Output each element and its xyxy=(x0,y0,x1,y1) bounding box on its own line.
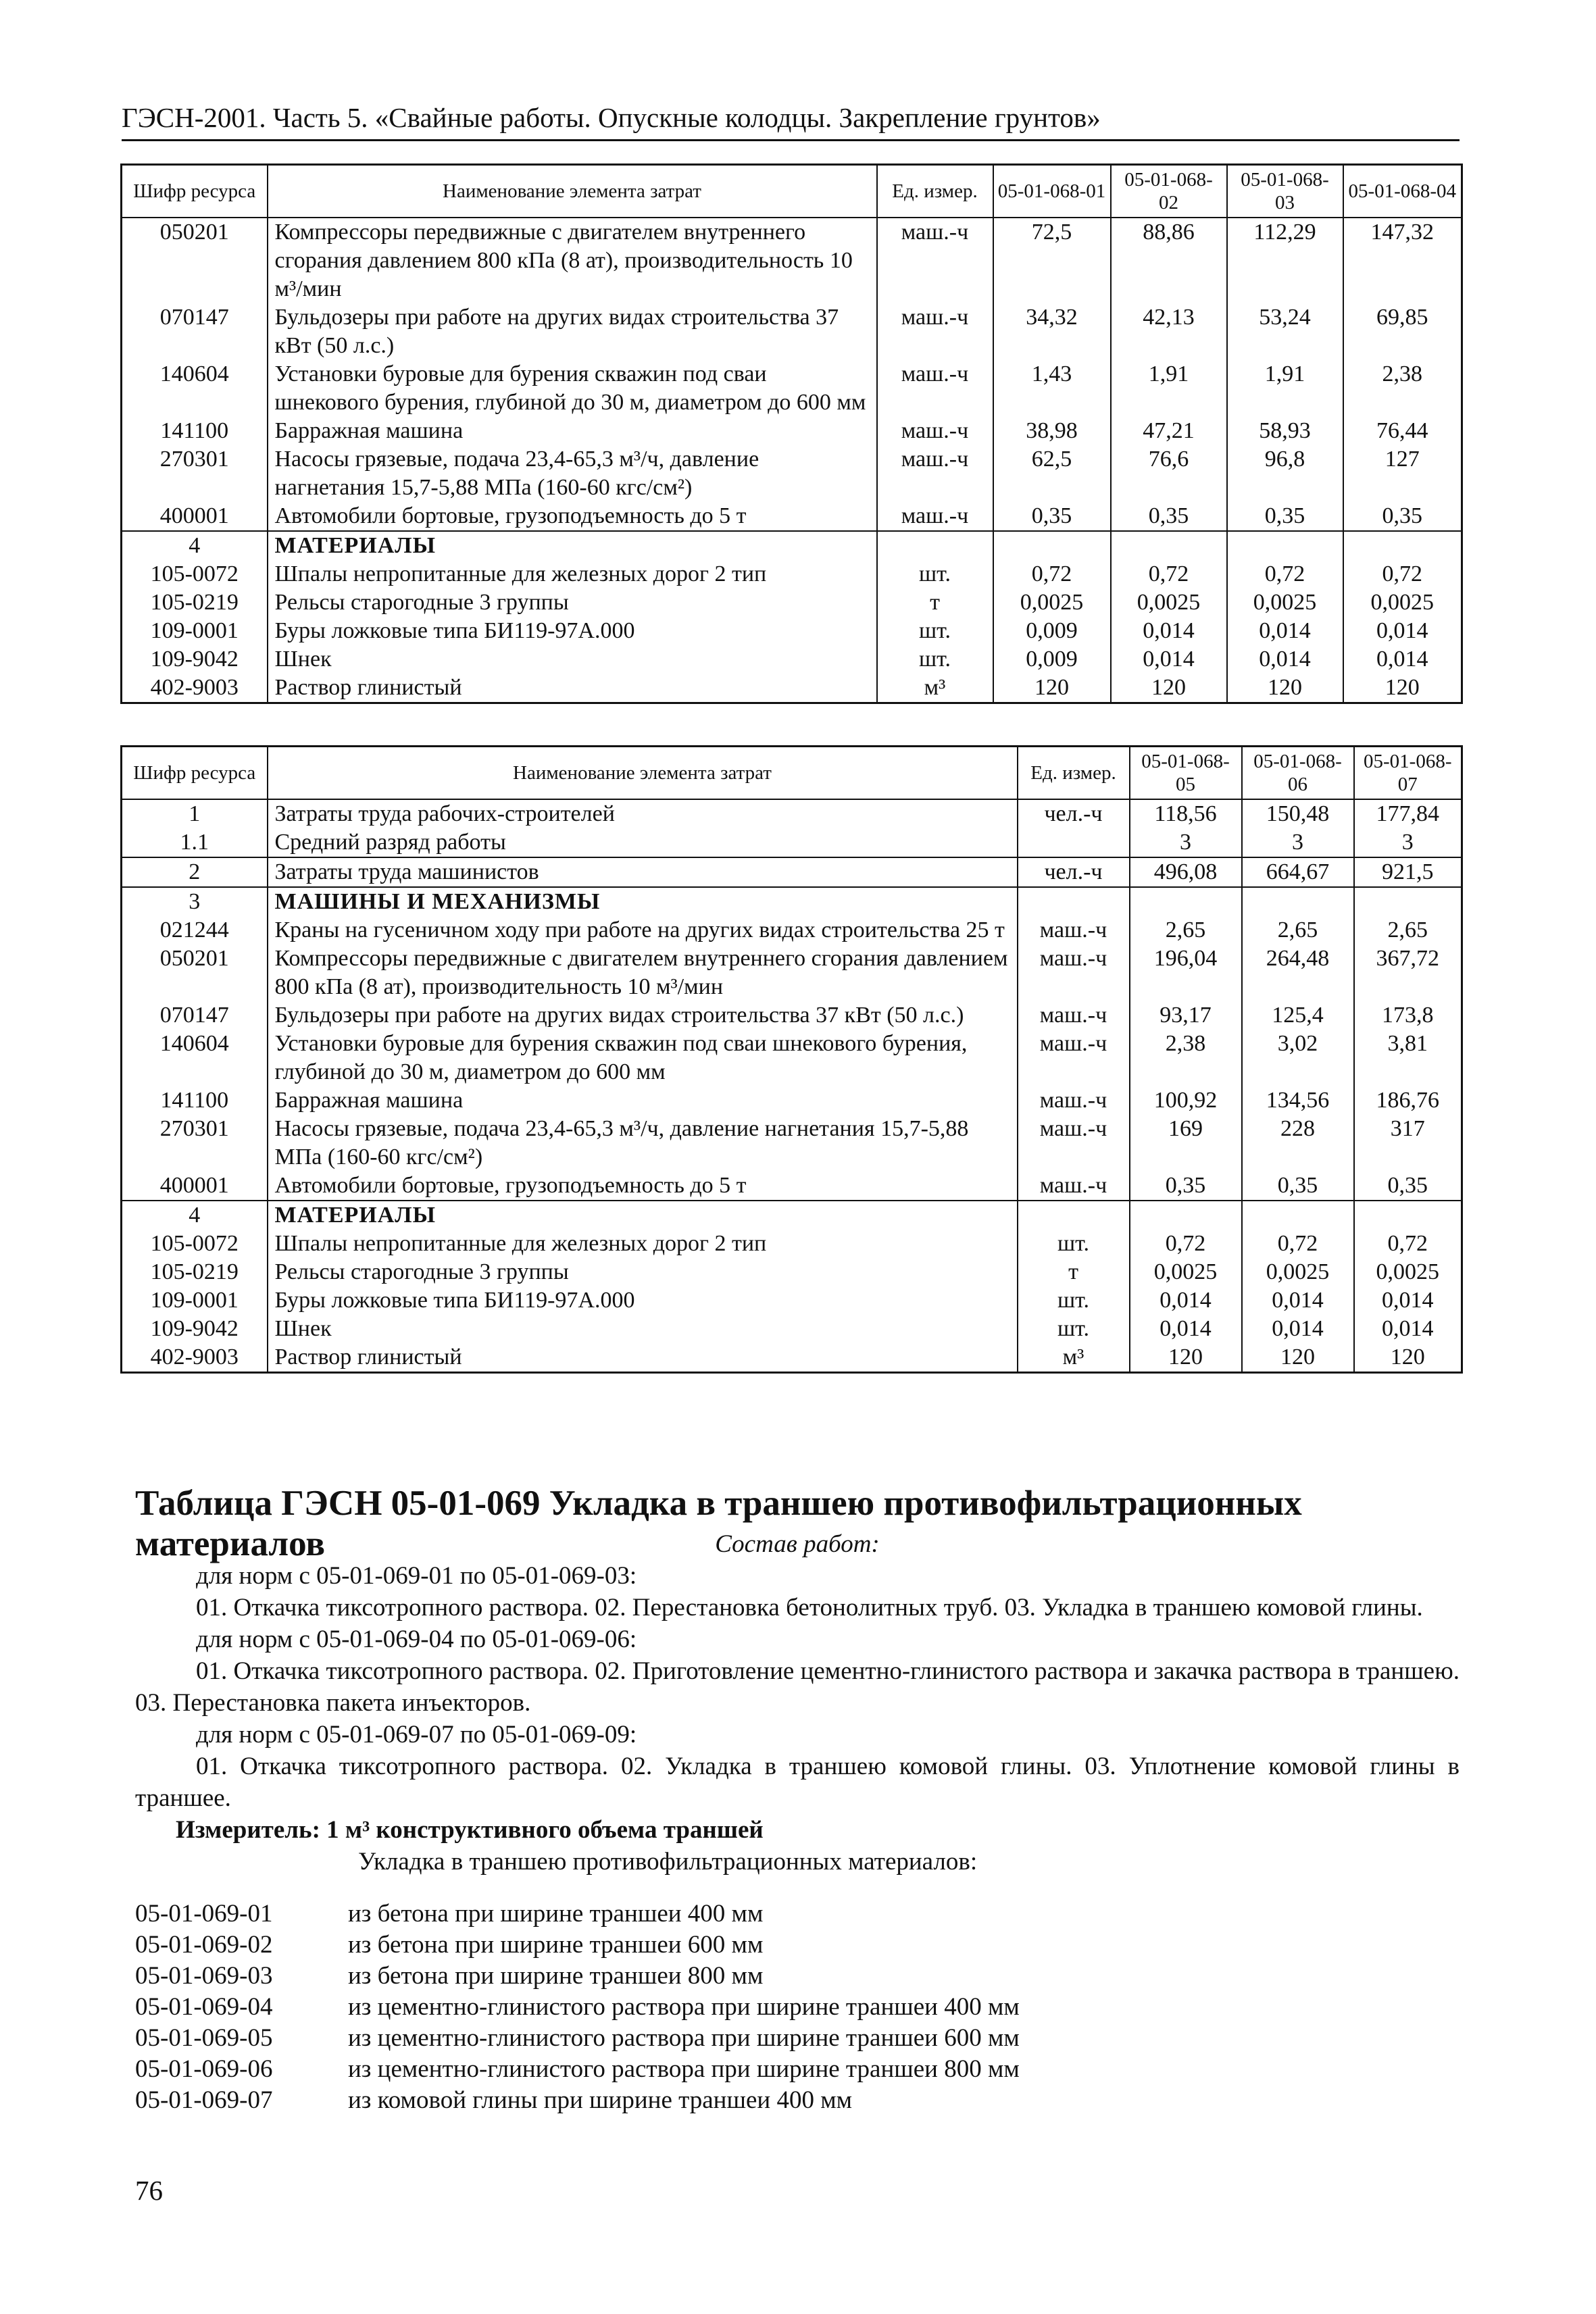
value-cell: 120 xyxy=(1130,1343,1242,1373)
value-cell: 921,5 xyxy=(1354,857,1462,887)
value-cell: 0,014 xyxy=(1111,617,1227,645)
resource-code: 141100 xyxy=(122,1086,268,1115)
unit-cell: м³ xyxy=(1018,1343,1130,1373)
norm-description: из бетона при ширине траншеи 400 мм xyxy=(348,1900,764,1928)
resource-code: 1 xyxy=(122,799,268,828)
value-cell: 118,56 xyxy=(1130,799,1242,828)
value-cell: 96,8 xyxy=(1227,445,1343,502)
value-cell: 88,86 xyxy=(1111,218,1227,303)
value-cell: 0,009 xyxy=(993,645,1111,674)
value-cell: 150,48 xyxy=(1242,799,1354,828)
resource-code: 270301 xyxy=(122,1115,268,1172)
value-cell: 2,65 xyxy=(1354,916,1462,945)
value-cell: 0,0025 xyxy=(993,588,1111,617)
composition-paragraph: 01. Откачка тиксотропного раствора. 02. Приготовление цементно-глинистого раствора и закачка раствора в траншею. 03. Перестановка пакета инъекторов. xyxy=(135,1657,1460,1717)
value-cell: 496,08 xyxy=(1130,857,1242,887)
value-cell xyxy=(1130,1201,1242,1230)
composition-paragraph: 01. Откачка тиксотропного раствора. 02. Укладка в траншею комовой глины. 03. Уплотнение комовой глины в траншее. xyxy=(135,1753,1460,1812)
value-cell: 0,35 xyxy=(1354,1172,1462,1201)
value-cell: 173,8 xyxy=(1354,1001,1462,1030)
unit-cell: маш.-ч xyxy=(877,445,993,502)
norm-item xyxy=(135,1992,1020,2023)
table-row xyxy=(122,1172,1462,1201)
unit-cell: шт. xyxy=(1018,1315,1130,1343)
value-cell: 2,38 xyxy=(1343,360,1462,417)
header-col: 05-01-068-05 xyxy=(1130,747,1242,800)
value-cell: 0,72 xyxy=(1343,560,1462,588)
table-row xyxy=(122,218,1462,303)
value-cell: 125,4 xyxy=(1242,1001,1354,1030)
resource-name: Бульдозеры при работе на других видах строительства 37 кВт (50 л.с.) xyxy=(268,1001,1018,1030)
value-cell: 0,72 xyxy=(993,560,1111,588)
unit-cell: шт. xyxy=(877,645,993,674)
table-row xyxy=(122,1001,1462,1030)
value-cell xyxy=(1227,531,1343,560)
unit-cell: маш.-ч xyxy=(1018,945,1130,1001)
resource-code: 140604 xyxy=(122,360,268,417)
value-cell: 120 xyxy=(1354,1343,1462,1373)
resource-code: 109-0001 xyxy=(122,1286,268,1315)
norm-item xyxy=(135,1961,1020,1992)
value-cell: 0,014 xyxy=(1130,1315,1242,1343)
resource-code: 402-9003 xyxy=(122,674,268,703)
value-cell: 196,04 xyxy=(1130,945,1242,1001)
resource-table-068-05-07 xyxy=(120,745,1463,1374)
header-col: 05-01-068-04 xyxy=(1343,165,1462,218)
meter-line: Измеритель: 1 м³ конструктивного объема траншей xyxy=(176,1816,764,1844)
unit-cell: маш.-ч xyxy=(1018,1086,1130,1115)
resource-code: 3 xyxy=(122,887,268,916)
norm-item xyxy=(135,2085,1020,2116)
value-cell: 0,0025 xyxy=(1227,588,1343,617)
value-cell: 0,014 xyxy=(1354,1286,1462,1315)
table-row xyxy=(122,1230,1462,1258)
value-cell: 120 xyxy=(1227,674,1343,703)
value-cell: 0,0025 xyxy=(1111,588,1227,617)
resource-code: 400001 xyxy=(122,1172,268,1201)
value-cell xyxy=(1111,531,1227,560)
unit-cell: маш.-ч xyxy=(877,218,993,303)
value-cell: 664,67 xyxy=(1242,857,1354,887)
resource-code: 140604 xyxy=(122,1030,268,1086)
value-cell: 1,91 xyxy=(1227,360,1343,417)
value-cell: 2,65 xyxy=(1242,916,1354,945)
value-cell: 1,91 xyxy=(1111,360,1227,417)
value-cell: 169 xyxy=(1130,1115,1242,1172)
composition-paragraph: для норм с 05-01-069-07 по 05-01-069-09: xyxy=(196,1721,637,1749)
value-cell: 0,014 xyxy=(1242,1315,1354,1343)
table-row xyxy=(122,1030,1462,1086)
value-cell: 3 xyxy=(1242,828,1354,857)
value-cell xyxy=(1354,1201,1462,1230)
value-cell: 34,32 xyxy=(993,303,1111,360)
norm-description: из бетона при ширине траншеи 800 мм xyxy=(348,1962,764,1990)
resource-name: Установки буровые для бурения скважин под сваи шнекового бурения, глубиной до 30 м, диаметром до 600 мм xyxy=(268,360,877,417)
value-cell: 0,009 xyxy=(993,617,1111,645)
value-cell: 0,014 xyxy=(1242,1286,1354,1315)
value-cell: 58,93 xyxy=(1227,417,1343,445)
unit-cell: маш.-ч xyxy=(877,303,993,360)
unit-cell: шт. xyxy=(877,560,993,588)
resource-name: МАШИНЫ И МЕХАНИЗМЫ xyxy=(268,887,1018,916)
resource-code: 021244 xyxy=(122,916,268,945)
value-cell: 3 xyxy=(1130,828,1242,857)
norm-description: из цементно-глинистого раствора при ширине траншеи 400 мм xyxy=(348,1993,1020,2021)
value-cell: 0,014 xyxy=(1130,1286,1242,1315)
value-cell: 112,29 xyxy=(1227,218,1343,303)
unit-cell: шт. xyxy=(1018,1286,1130,1315)
value-cell: 3,81 xyxy=(1354,1030,1462,1086)
resource-name: Шпалы непропитанные для железных дорог 2 тип xyxy=(268,560,877,588)
header-col: 05-01-068-07 xyxy=(1354,747,1462,800)
value-cell: 0,35 xyxy=(1111,502,1227,531)
resource-code: 105-0072 xyxy=(122,560,268,588)
norm-item xyxy=(135,1930,1020,1961)
value-cell: 0,72 xyxy=(1354,1230,1462,1258)
value-cell: 177,84 xyxy=(1354,799,1462,828)
value-cell xyxy=(993,531,1111,560)
value-cell: 0,014 xyxy=(1111,645,1227,674)
resource-name: Краны на гусеничном ходу при работе на других видах строительства 25 т xyxy=(268,916,1018,945)
resource-name: Автомобили бортовые, грузоподъемность до 5 т xyxy=(268,502,877,531)
page-number: 76 xyxy=(135,2175,163,2206)
value-cell: 120 xyxy=(993,674,1111,703)
resource-code: 4 xyxy=(122,531,268,560)
resource-code: 400001 xyxy=(122,502,268,531)
header-unit: Ед. измер. xyxy=(877,165,993,218)
resource-name: Установки буровые для бурения скважин под сваи шнекового бурения, глубиной до 30 м, диаметром до 600 мм xyxy=(268,1030,1018,1086)
value-cell: 100,92 xyxy=(1130,1086,1242,1115)
header-col: 05-01-068-06 xyxy=(1242,747,1354,800)
resource-code: 2 xyxy=(122,857,268,887)
resource-code: 105-0072 xyxy=(122,1230,268,1258)
table-row xyxy=(122,645,1462,674)
table-row xyxy=(122,1258,1462,1286)
norm-item xyxy=(135,1898,1020,1930)
unit-cell: т xyxy=(877,588,993,617)
resource-name: Буры ложковые типа БИ119-97А.000 xyxy=(268,617,877,645)
value-cell: 1,43 xyxy=(993,360,1111,417)
unit-cell: маш.-ч xyxy=(877,360,993,417)
table-row xyxy=(122,360,1462,417)
resource-code: 270301 xyxy=(122,445,268,502)
table-row xyxy=(122,303,1462,360)
value-cell: 0,014 xyxy=(1227,645,1343,674)
norm-code: 05-01-069-02 xyxy=(135,1931,273,1959)
value-cell: 93,17 xyxy=(1130,1001,1242,1030)
value-cell: 0,0025 xyxy=(1130,1258,1242,1286)
table-row xyxy=(122,857,1462,887)
value-cell: 147,32 xyxy=(1343,218,1462,303)
unit-cell: маш.-ч xyxy=(1018,1172,1130,1201)
value-cell: 3,02 xyxy=(1242,1030,1354,1086)
value-cell: 0,72 xyxy=(1242,1230,1354,1258)
norm-code: 05-01-069-04 xyxy=(135,1993,273,2021)
value-cell: 0,72 xyxy=(1227,560,1343,588)
table-row xyxy=(122,502,1462,531)
value-cell: 47,21 xyxy=(1111,417,1227,445)
table-row xyxy=(122,674,1462,703)
table-row xyxy=(122,1086,1462,1115)
unit-cell: чел.-ч xyxy=(1018,799,1130,828)
resource-code: 109-0001 xyxy=(122,617,268,645)
value-cell: 120 xyxy=(1242,1343,1354,1373)
value-cell: 0,014 xyxy=(1343,645,1462,674)
header-code: Шифр ресурса xyxy=(122,747,268,800)
value-cell: 367,72 xyxy=(1354,945,1462,1001)
value-cell: 0,35 xyxy=(1343,502,1462,531)
table-row xyxy=(122,828,1462,857)
unit-cell: маш.-ч xyxy=(1018,1001,1130,1030)
value-cell: 317 xyxy=(1354,1115,1462,1172)
value-cell: 2,38 xyxy=(1130,1030,1242,1086)
resource-name: Средний разряд работы xyxy=(268,828,1018,857)
resource-name: Раствор глинистый xyxy=(268,674,877,703)
value-cell: 72,5 xyxy=(993,218,1111,303)
value-cell: 0,35 xyxy=(993,502,1111,531)
table-row xyxy=(122,1315,1462,1343)
unit-cell: маш.-ч xyxy=(1018,916,1130,945)
header-name: Наименование элемента затрат xyxy=(268,165,877,218)
value-cell: 0,014 xyxy=(1354,1315,1462,1343)
norm-code: 05-01-069-01 xyxy=(135,1900,273,1928)
norm-code: 05-01-069-05 xyxy=(135,2024,273,2052)
resource-name: Насосы грязевые, подача 23,4-65,3 м³/ч, давление нагнетания 15,7-5,88 МПа (160-60 кгс/см²) xyxy=(268,1115,1018,1172)
value-cell: 264,48 xyxy=(1242,945,1354,1001)
resource-name: Раствор глинистый xyxy=(268,1343,1018,1373)
value-cell: 76,6 xyxy=(1111,445,1227,502)
value-cell: 0,35 xyxy=(1242,1172,1354,1201)
resource-name: Буры ложковые типа БИ119-97А.000 xyxy=(268,1286,1018,1315)
value-cell: 228 xyxy=(1242,1115,1354,1172)
unit-cell: маш.-ч xyxy=(1018,1115,1130,1172)
table-row xyxy=(122,617,1462,645)
value-cell xyxy=(1343,531,1462,560)
value-cell: 3 xyxy=(1354,828,1462,857)
value-cell: 42,13 xyxy=(1111,303,1227,360)
norm-code: 05-01-069-03 xyxy=(135,1962,273,1990)
table-header-row xyxy=(122,165,1462,218)
resource-code: 070147 xyxy=(122,303,268,360)
unit-cell: шт. xyxy=(877,617,993,645)
unit-cell: маш.-ч xyxy=(877,417,993,445)
norm-code: 05-01-069-06 xyxy=(135,2055,273,2083)
value-cell: 0,0025 xyxy=(1354,1258,1462,1286)
unit-cell: маш.-ч xyxy=(1018,1030,1130,1086)
header-code: Шифр ресурса xyxy=(122,165,268,218)
resource-code: 109-9042 xyxy=(122,645,268,674)
list-intro: Укладка в траншею противофильтрационных материалов: xyxy=(358,1848,978,1876)
resource-name: Рельсы старогодные 3 группы xyxy=(268,1258,1018,1286)
table-header-row xyxy=(122,747,1462,800)
unit-cell xyxy=(1018,1201,1130,1230)
norm-description: из комовой глины при ширине траншеи 400 мм xyxy=(348,2086,853,2114)
unit-cell: маш.-ч xyxy=(877,502,993,531)
value-cell: 0,0025 xyxy=(1242,1258,1354,1286)
resource-table-068-01-04 xyxy=(120,164,1463,704)
norm-description: из цементно-глинистого раствора при ширине траншеи 800 мм xyxy=(348,2055,1020,2083)
running-header: ГЭСН-2001. Часть 5. «Свайные работы. Опускные колодцы. Закрепление грунтов» xyxy=(122,101,1460,141)
header-col: 05-01-068-03 xyxy=(1227,165,1343,218)
norm-code: 05-01-069-07 xyxy=(135,2086,273,2114)
composition-paragraph: для норм с 05-01-069-01 по 05-01-069-03: xyxy=(196,1562,637,1590)
resource-name: Шнек xyxy=(268,645,877,674)
resource-name: Рельсы старогодные 3 группы xyxy=(268,588,877,617)
unit-cell xyxy=(877,531,993,560)
value-cell: 0,35 xyxy=(1130,1172,1242,1201)
norm-description: из цементно-глинистого раствора при ширине траншеи 600 мм xyxy=(348,2024,1020,2052)
resource-name: Барражная машина xyxy=(268,417,877,445)
value-cell: 0,014 xyxy=(1227,617,1343,645)
resource-name: МАТЕРИАЛЫ xyxy=(268,1201,1018,1230)
table-row xyxy=(122,1343,1462,1373)
resource-name: Шпалы непропитанные для железных дорог 2 тип xyxy=(268,1230,1018,1258)
resource-name: Насосы грязевые, подача 23,4-65,3 м³/ч, давление нагнетания 15,7-5,88 МПа (160-60 кгс/см²) xyxy=(268,445,877,502)
norm-description: из бетона при ширине траншеи 600 мм xyxy=(348,1931,764,1959)
header-unit: Ед. измер. xyxy=(1018,747,1130,800)
value-cell: 120 xyxy=(1343,674,1462,703)
resource-name: Шнек xyxy=(268,1315,1018,1343)
value-cell: 186,76 xyxy=(1354,1086,1462,1115)
resource-code: 105-0219 xyxy=(122,1258,268,1286)
norm-item xyxy=(135,2054,1020,2085)
table-row xyxy=(122,417,1462,445)
header-col: 05-01-068-01 xyxy=(993,165,1111,218)
header-col: 05-01-068-02 xyxy=(1111,165,1227,218)
value-cell: 134,56 xyxy=(1242,1086,1354,1115)
value-cell: 0,72 xyxy=(1130,1230,1242,1258)
value-cell xyxy=(1242,1201,1354,1230)
table-row xyxy=(122,916,1462,945)
resource-code: 050201 xyxy=(122,218,268,303)
table-row xyxy=(122,1115,1462,1172)
resource-name: Компрессоры передвижные с двигателем внутреннего сгорания давлением 800 кПа (8 ат), производительность 10 м³/мин xyxy=(268,945,1018,1001)
resource-code: 141100 xyxy=(122,417,268,445)
value-cell xyxy=(1130,887,1242,916)
resource-name: Бульдозеры при работе на других видах строительства 37 кВт (50 л.с.) xyxy=(268,303,877,360)
section-row xyxy=(122,531,1462,560)
value-cell: 120 xyxy=(1111,674,1227,703)
resource-code: 050201 xyxy=(122,945,268,1001)
unit-cell: шт. xyxy=(1018,1230,1130,1258)
table-row xyxy=(122,945,1462,1001)
value-cell: 76,44 xyxy=(1343,417,1462,445)
table-row xyxy=(122,445,1462,502)
unit-cell xyxy=(1018,828,1130,857)
value-cell xyxy=(1242,887,1354,916)
composition-paragraph: 01. Откачка тиксотропного раствора. 02. Перестановка бетонолитных труб. 03. Укладка в траншею комовой глины. xyxy=(196,1594,1423,1621)
norm-list xyxy=(135,1898,1020,2116)
unit-cell xyxy=(1018,887,1130,916)
unit-cell: т xyxy=(1018,1258,1130,1286)
value-cell: 62,5 xyxy=(993,445,1111,502)
resource-name: Автомобили бортовые, грузоподъемность до 5 т xyxy=(268,1172,1018,1201)
value-cell: 0,72 xyxy=(1111,560,1227,588)
composition-paragraph: для норм с 05-01-069-04 по 05-01-069-06: xyxy=(196,1626,637,1653)
resource-name: Затраты труда рабочих-строителей xyxy=(268,799,1018,828)
value-cell: 0,014 xyxy=(1343,617,1462,645)
value-cell: 38,98 xyxy=(993,417,1111,445)
resource-code: 070147 xyxy=(122,1001,268,1030)
composition-block xyxy=(135,1528,1460,1878)
section-row xyxy=(122,1201,1462,1230)
norm-item xyxy=(135,2023,1020,2054)
value-cell: 2,65 xyxy=(1130,916,1242,945)
table-row xyxy=(122,560,1462,588)
table-row xyxy=(122,799,1462,828)
section-title: Таблица ГЭСН 05-01-069 Укладка в траншею противофильтрационных материалов xyxy=(135,1484,1302,1563)
table-row xyxy=(122,588,1462,617)
resource-name: Барражная машина xyxy=(268,1086,1018,1115)
value-cell: 69,85 xyxy=(1343,303,1462,360)
resource-name: Затраты труда машинистов xyxy=(268,857,1018,887)
header-name: Наименование элемента затрат xyxy=(268,747,1018,800)
resource-code: 105-0219 xyxy=(122,588,268,617)
resource-code: 109-9042 xyxy=(122,1315,268,1343)
resource-code: 402-9003 xyxy=(122,1343,268,1373)
section-row xyxy=(122,887,1462,916)
value-cell: 0,0025 xyxy=(1343,588,1462,617)
value-cell xyxy=(1354,887,1462,916)
resource-name: МАТЕРИАЛЫ xyxy=(268,531,877,560)
composition-label: Состав работ: xyxy=(715,1530,880,1558)
unit-cell: чел.-ч xyxy=(1018,857,1130,887)
value-cell: 53,24 xyxy=(1227,303,1343,360)
resource-code: 4 xyxy=(122,1201,268,1230)
resource-name: Компрессоры передвижные с двигателем внутреннего сгорания давлением 800 кПа (8 ат), производительность 10 м³/мин xyxy=(268,218,877,303)
unit-cell: м³ xyxy=(877,674,993,703)
value-cell: 127 xyxy=(1343,445,1462,502)
resource-code: 1.1 xyxy=(122,828,268,857)
value-cell: 0,35 xyxy=(1227,502,1343,531)
table-row xyxy=(122,1286,1462,1315)
